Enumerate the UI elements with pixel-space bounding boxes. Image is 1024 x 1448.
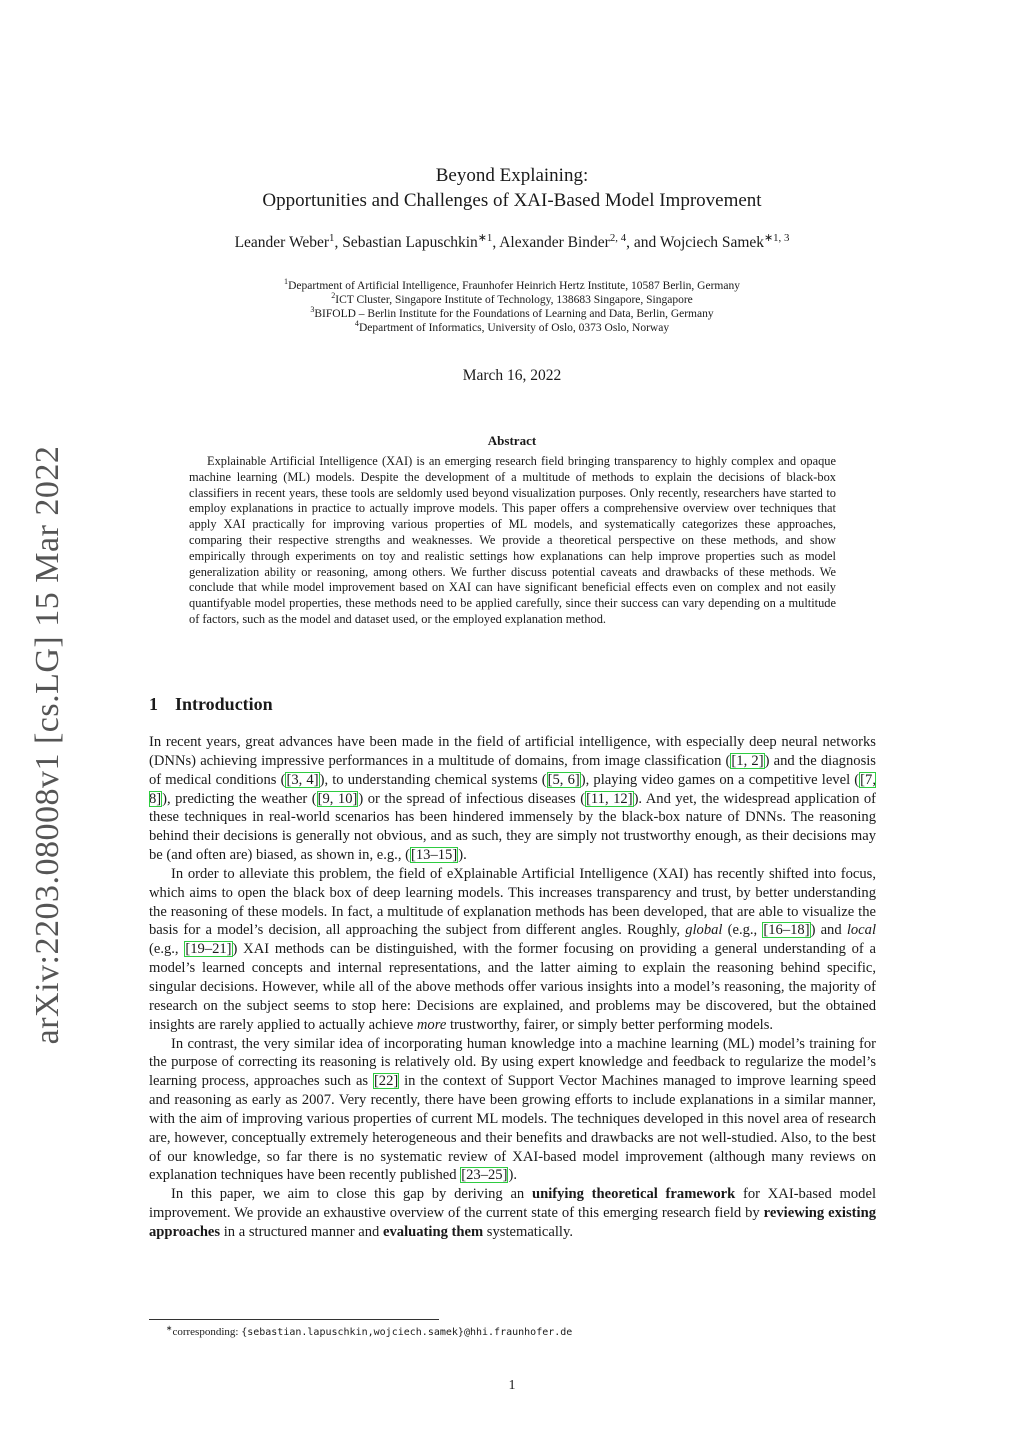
affiliation: $^4$Department of Informatics, University of Oslo, 0373 Oslo, Norway [354,319,670,334]
citation-link[interactable]: [11, 12] [586,790,633,807]
author: Alexander Binder$^{2, 4}$, and [499,231,660,251]
text-run: ), to understanding chemical systems ( [319,771,547,788]
footnote-mark: ∗ [166,1323,173,1333]
citation-link[interactable]: [9, 10] [317,790,358,807]
bold-text: reviewing existing approaches [149,1205,876,1240]
footnote-rule [149,1319,439,1320]
abstract-heading: Abstract [487,433,537,448]
footnote [166,1323,573,1338]
body-paragraph [149,1185,876,1242]
affiliation: $^3$BIFOLD – Berlin Institute for the Foundations of Learning and Data, Berlin, Germany [310,305,714,320]
affiliations [0,279,1024,335]
text-run: in a structured manner and [220,1223,383,1240]
abstract-text: Explainable Artificial Intelligence (XAI) is an emerging research field bringing transparency to highly complex and opaque machine learning (ML) models. Despite the development of a multitude of methods to explain the decisions of black-box classifiers in recent years, these tools are seldomly used beyond visualization purposes. Only recently, researchers have started to employ explanations in practice to actually improve models. This paper offers a comprehensive overview over techniques that apply XAI practically for improving various properties of ML models, and systematically categorizes these approaches, comparing their respective strengths and weaknesses. We provide a theoretical perspective on these methods, and show empirically through experiments on toy and realistic settings how explanations can help improve properties such as model generalization ability or reasoning, among others. We further discuss potential caveats and drawbacks of these methods. We conclude that while model improvement based on XAI can have significant beneficial effects even on complex and not easily quantifyable model properties, these methods need to be applied carefully, since their success can vary depending on a multitude of factors, such as the model and dataset used, or the employed explanation method. [189,454,836,626]
text-run: ). [458,847,467,864]
paper-title [0,163,1024,213]
citation-link[interactable]: [5, 6] [547,771,580,788]
title-line-2: Opportunities and Challenges of XAI-Based Model Improvement [262,190,762,211]
author: Wojciech Samek$^{∗1, 3}$ [659,231,790,251]
text-run: (e.g., [149,941,185,958]
text-run: In contrast, the very similar idea of incorporating human knowledge into a machine learning (ML) model’s training for the purpose of correcting its reasoning is relatively old. By using expert knowledge and feedback to regularize the model’s learning process, approaches such as [149,1035,876,1090]
bold-text: unifying theoretical framework [531,1186,736,1203]
text-run: ). [508,1167,517,1184]
citation-link[interactable]: [13–15] [410,847,458,864]
text-run: systematically. [483,1223,573,1240]
text-run: In this paper, we aim to close this gap by deriving an [171,1186,532,1203]
text-run: for XAI-based model improvement. We provide an exhaustive overview of the current state of this emerging research field by [149,1186,877,1222]
citation-link[interactable]: [7, 8] [149,771,876,807]
text-run: ), playing video games on a competitive level ( [580,771,860,788]
text-run: ) and [810,922,847,939]
affiliation: $^2$ICT Cluster, Singapore Institute of Technology, 138683 Singapore, Singapore [331,291,693,306]
arxiv-stamp [8,440,88,1050]
citation-link[interactable]: [19–21] [185,941,232,958]
section-number: 1 [149,694,158,714]
author-list [0,231,1024,252]
introduction-body [149,733,876,1242]
footnote-label: corresponding: [172,1326,242,1338]
publication-date: March 16, 2022 [462,367,562,384]
affiliation: $^1$Department of Artificial Intelligence, Fraunhofer Heinrich Hertz Institute, 10587 Berlin, Germany [284,277,740,292]
section-title: Introduction [175,694,273,714]
text-run: ) or the spread of infectious diseases ( [358,790,586,807]
text-run: In recent years, great advances have been made in the field of artificial intelligence, with especially deep neural networks (DNNs) achieving impressive performances in a multitude of domains, from image classification ( [149,734,876,769]
text-run: (e.g., [722,922,763,939]
body-paragraph [149,1035,876,1186]
citation-link[interactable]: [16–18] [763,922,810,939]
author: Leander Weber$^1$, [234,231,343,251]
text-run: ) and the diagnosis of medical conditions ( [149,752,876,788]
emphasis-text: global [685,922,723,939]
citation-link[interactable]: [3, 4] [286,771,319,788]
text-run: In order to alleviate this problem, the field of eXplainable Artificial Intelligence (XAI) has recently shifted into focus, which aims to open the black box of deep learning models. This increases transparency and trust, by better understanding the reasoning of these models. In fact, a multitude of explanation methods has been developed, that are able to visualize the basis for a model’s decision, all approaching the subject from different angles. Roughly, [149,865,876,939]
body-paragraph [149,865,876,1035]
citation-link[interactable]: [1, 2] [731,752,764,769]
citation-link[interactable]: [23–25] [461,1167,508,1184]
bold-text: evaluating them [383,1223,484,1240]
text-run: ) XAI methods can be distinguished, with the former focusing on providing a general understanding of a model’s learned concepts and internal representations, and the latter aiming to explain the reasoning behind specific, singular decisions. However, while all of the above methods offer various insights into a model’s reasoning, the majority of research on the subject seems to stop here: Decisions are explained, and problems may be discovered, but the obtained insights are rarely applied to actually achieve [149,941,876,1033]
page-number: 1 [508,1378,516,1393]
citation-link[interactable]: [22] [373,1073,399,1090]
arxiv-stamp-text: arXiv:2203.08008v1 [cs.LG] 15 Mar 2022 [29,445,66,1045]
emphasis-text: local [846,922,876,939]
text-run: trustworthy, fairer, or simply better performing models. [446,1016,774,1033]
section-heading [149,694,273,715]
title-line-1: Beyond Explaining: [435,165,589,186]
footnote-email: {sebastian.lapuschkin,wojciech.samek}@hhi.fraunhofer.de [241,1327,573,1338]
text-run: in the context of Support Vector Machines managed to improve learning speed and reasoning as early as 2007. Very recently, there have been growing efforts to include explanations in a similar manner, with the aim of improving various properties of current ML models. The techniques developed in this novel area of research are, however, conceptually extremely heterogeneous and their benefits and drawbacks are not well-studied. Also, to the best of our knowledge, so far there is no systematic review of XAI-based model improvement (although many reviews on explanation techniques have been recently published [149,1073,877,1184]
text-run: ), predicting the weather ( [162,790,317,807]
author: Sebastian Lapuschkin$^{∗1}$, [342,231,500,251]
body-paragraph [149,733,876,865]
emphasis-text: more [416,1016,447,1033]
text-run: ). And yet, the widespread application of these techniques in real-world scenarios has been hindered immensely by the black-box nature of DNNs. The reasoning behind their decisions is generally not obvious, and as such, they are simply not trustworthy enough, as their decisions may be (and often are) biased, as shown in, e.g., ( [149,790,877,864]
